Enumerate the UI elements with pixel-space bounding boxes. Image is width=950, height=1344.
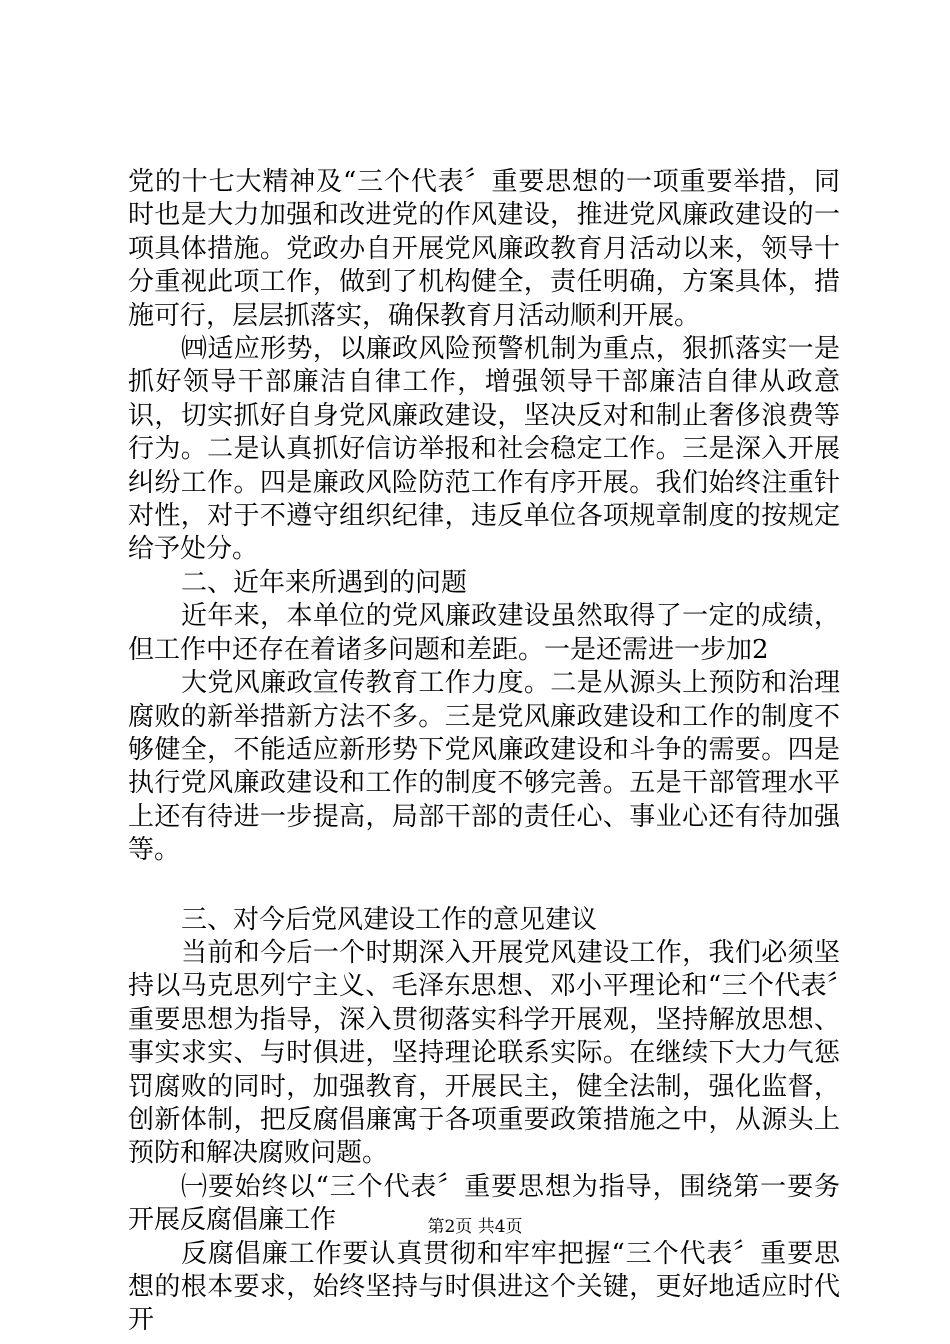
heading-suggestions: 三、对今后党风建设工作的意见建议 — [181, 904, 598, 935]
paragraph-continuation: 党的十七大精神及“三个代表〞重要思想的一项重要举措，同时也是大力加强和改进党的作风建设，推进党风廉政建设的一项具体措施。党政办自开展党风廉政教育月活动以来，领导十分重视此项工作，做到了机构健全，责任明确，方案具体，措施可行，层层抓落实，确保教育月活动顺利开展。 — [128, 167, 840, 331]
paragraph-gap — [128, 868, 840, 904]
paragraph-item-one: 反腐倡廉工作要认真贯彻和牢牢把握“三个代表〞重要思想的根本要求，始终坚持与时俱进这个关键，更好地适应时代开 — [128, 1238, 840, 1336]
paragraph-suggestions-intro: 当前和今后一个时期深入开展党风建设工作，我们必须坚持以马克思列宁主义、毛泽东思想、邓小平理论和“三个代表〞重要思想为指导，深入贯彻落实科学开展观，坚持解放思想、事实求实、与时俱进，坚持理论联系实际。在继续下大力气惩罚腐败的同时，加强教育，开展民主，健全法制，强化监督，创新体制，把反腐倡廉寓于各项重要政策措施之中，从源头上预防和解决腐败问题。 — [128, 937, 840, 1169]
paragraph-problems-intro: 近年来，本单位的党风廉政建设虽然取得了一定的成绩，但工作中还存在着诸多问题和差距。一是还需进一步加2 — [128, 601, 840, 665]
heading-problems: 二、近年来所遇到的问题 — [181, 567, 468, 598]
page-number-footer: 第2页 共4页 — [427, 1217, 523, 1237]
paragraph-problems-list: 大党风廉政宣传教育工作力度。二是从源头上预防和治理腐败的新举措新方法不多。三是党风廉政建设和工作的制度不够健全，不能适应新形势下党风廉政建设和斗争的需要。四是执行党风廉政建设和工作的制度不够完善。五是干部管理水平上还有待进一步提高，局部干部的责任心、事业心还有待加强等。 — [128, 668, 840, 866]
subheading-item-one: ㈠要始终以“三个代表〞重要思想为指导，围绕第一要务开展反腐倡廉工作 — [128, 1171, 840, 1236]
document-body — [128, 166, 840, 1338]
paragraph-section-four: ㈣适应形势，以廉政风险预警机制为重点，狠抓落实一是抓好领导干部廉洁自律工作，增强领导干部廉洁自律从政意识，切实抓好自身党风廉政建设，坚决反对和制止奢侈浪费等行为。二是认真抓好信访举报和社会稳定工作。三是深入开展纠纷工作。四是廉政风险防范工作有序开展。我们始终注重针对性，对于不遵守组织纪律，违反单位各项规章制度的按规定给予处分。 — [128, 334, 840, 565]
